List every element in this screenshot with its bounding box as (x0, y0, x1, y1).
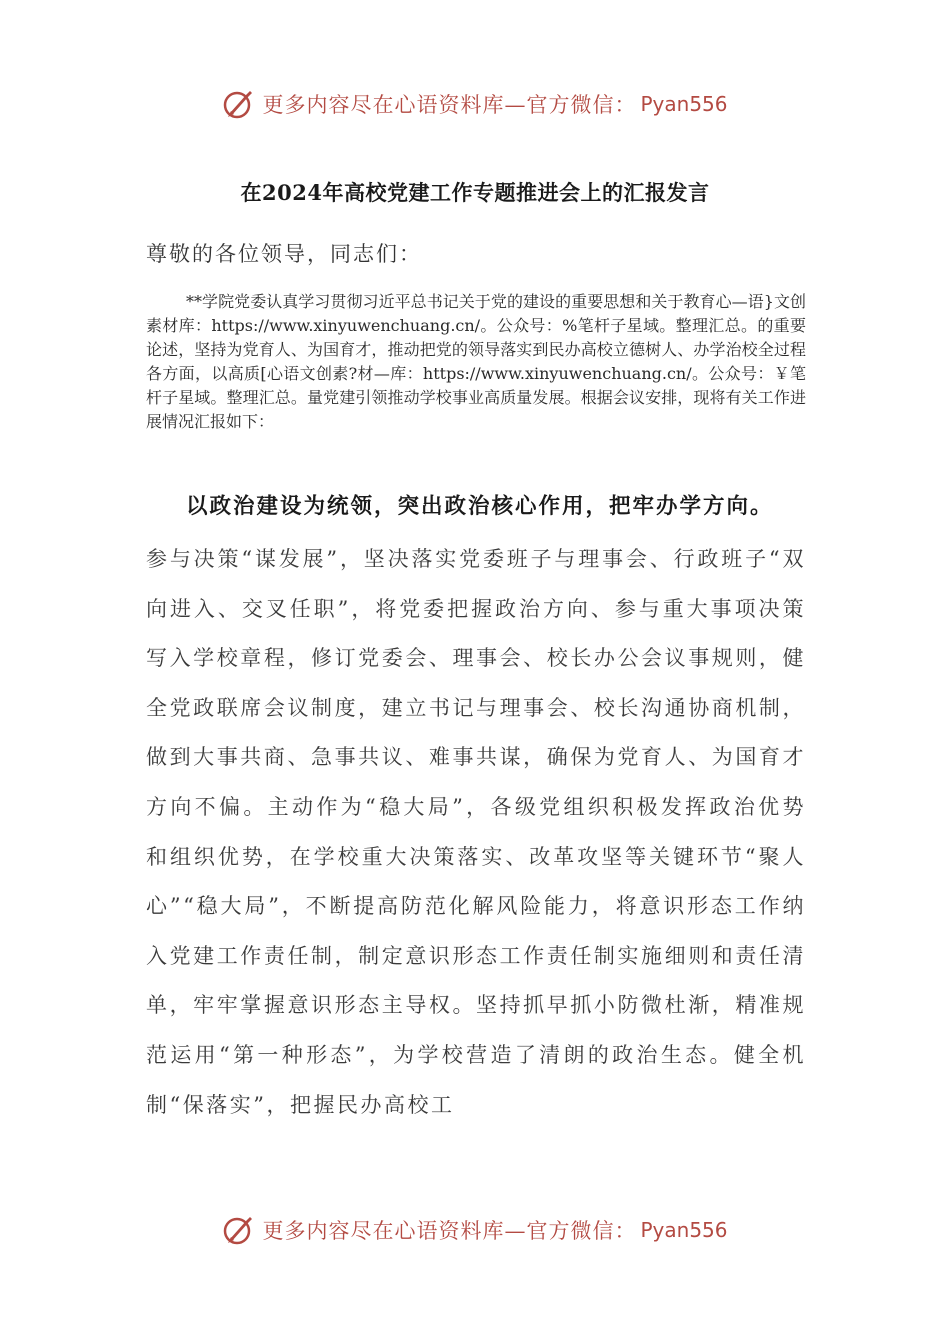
header-banner (0, 84, 950, 124)
pen-logo-icon (222, 87, 256, 121)
pen-logo-icon (222, 1213, 256, 1247)
header-banner-text: 更多内容尽在心语资料库—官方微信： (262, 93, 637, 117)
document-title: 在2024年高校党建工作专题推进会上的汇报发言 (240, 180, 710, 205)
intro-paragraph: **学院党委认真学习贯彻习近平总书记关于党的建设的重要思想和关于教育心—语}文创素材库：https://www.xinyuwenchuang.cn/。公众号：%笔杆子星域。整理汇总。的重要论述，坚持为党育人、为国育才，推动把党的领导落实到民办高校立德树人、办学治校全过程各方面，以高质[心语文创素?材—库：https://www.xinyuwenchuang.cn/。公众号：￥笔杆子星域。整理汇总。量党建引领推动学校事业高质量发展。根据会议安排，现将有关工作进展情况汇报如下： (146, 292, 806, 431)
section-heading: 以政治建设为统领，突出政治核心作用，把牢办学方向。 (186, 494, 774, 519)
footer-banner-wechat: Pyan556 (640, 1218, 728, 1242)
header-banner-wechat: Pyan556 (640, 92, 728, 116)
footer-banner (0, 1210, 950, 1250)
footer-banner-text: 更多内容尽在心语资料库—官方微信： (262, 1219, 637, 1243)
section-body: 参与决策“谋发展”，坚决落实党委班子与理事会、行政班子“双向进入、交叉任职”，将党委把握政治方向、参与重大事项决策写入学校章程，修订党委会、理事会、校长办公会议事规则，健全党政联席会议制度，建立书记与理事会、校长沟通协商机制，做到大事共商、急事共议、难事共谋，确保为党育人、为国育才方向不偏。主动作为“稳大局”，各级党组织积极发挥政治优势和组织优势，在学校重大决策落实、改革攻坚等关键环节“聚人心”“稳大局”，不断提高防范化解风险能力，将意识形态工作纳入党建工作责任制，制定意识形态工作责任制实施细则和责任清单，牢牢掌握意识形态主导权。坚持抓早抓小防微杜渐，精准规范运用“第一种形态”，为学校营造了清朗的政治生态。健全机制“保落实”，把握民办高校工 (146, 547, 806, 1117)
greeting: 尊敬的各位领导，同志们： (146, 242, 422, 266)
